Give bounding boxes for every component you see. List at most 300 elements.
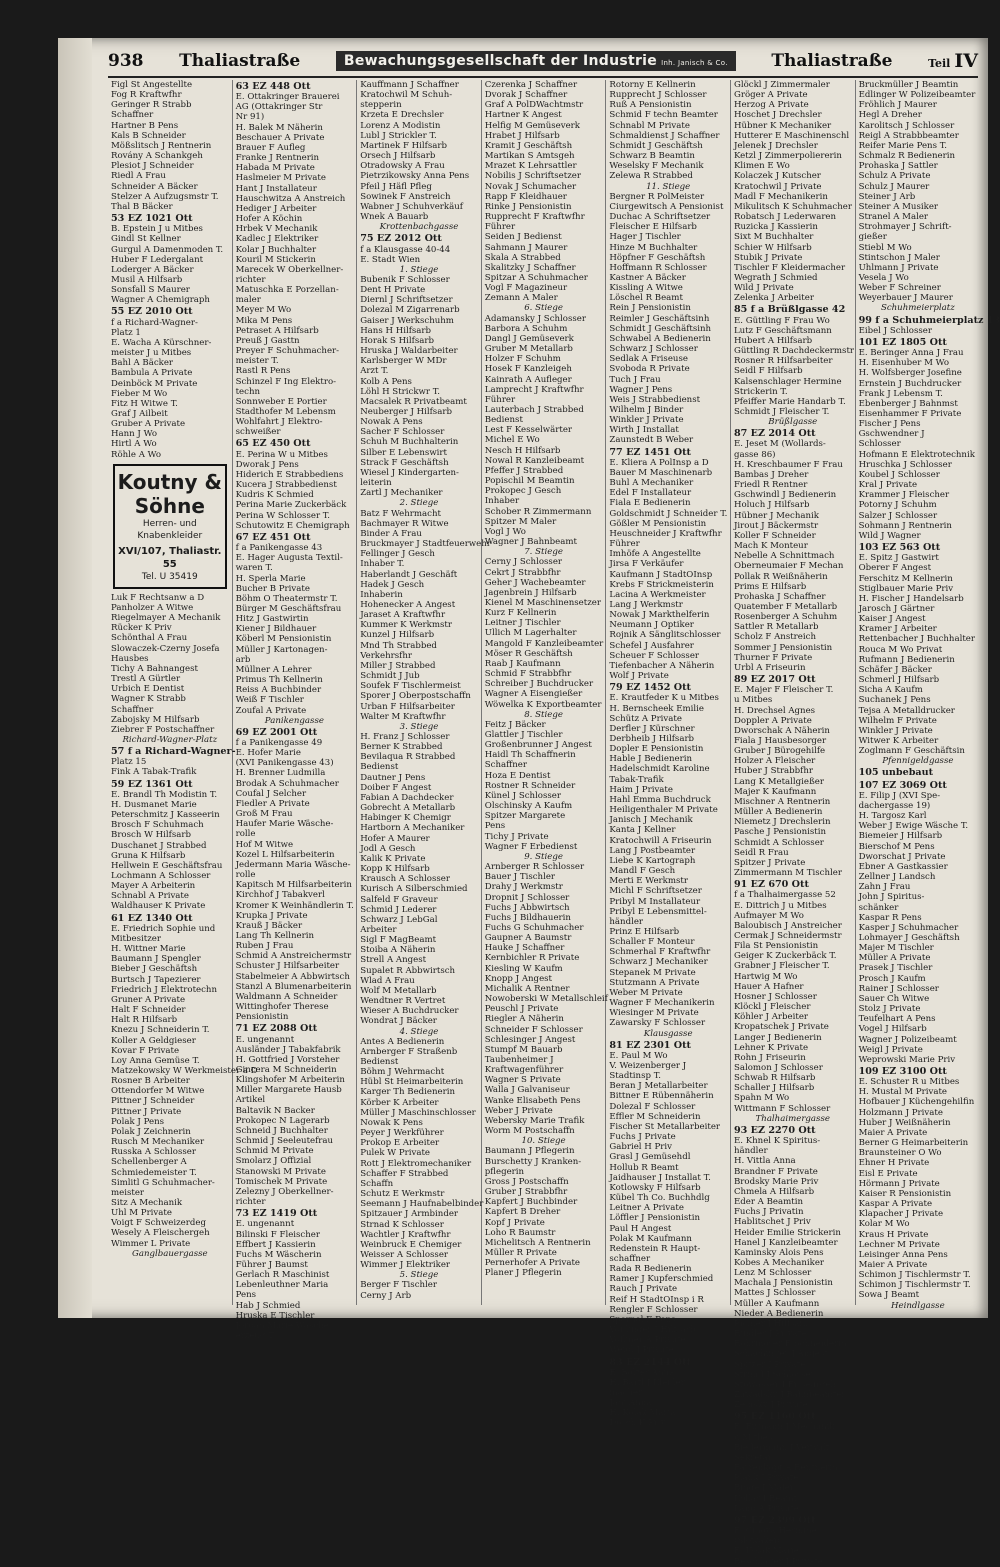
directory-entry: Smolarz J Offizial: [235, 1156, 312, 1167]
directory-entry: 85 f a Brüßlgasse 42: [733, 304, 846, 316]
directory-entry: Paul H Angest: [609, 1223, 672, 1234]
directory-entry: Jarosch J Gärtner: [858, 603, 935, 614]
directory-entry: Pfeil J Häfl Pfleg: [360, 181, 432, 192]
directory-entry: Ziebrer F Postschaffner: [111, 724, 215, 735]
directory-entry: H. Kreschbaumer F Frau: [733, 459, 843, 470]
directory-entry: Pribyl M Installateur: [609, 896, 701, 907]
directory-entry: Platz 1: [111, 327, 141, 338]
directory-entry: Kübel Th Co. Buchhdlg: [609, 1193, 710, 1204]
directory-entry: Huber F Ledergalant: [111, 254, 204, 265]
directory-entry: Wieser A Buchdrucker: [360, 1006, 459, 1017]
directory-entry: Strell A Angest: [360, 955, 427, 966]
directory-entry: rolle: [235, 870, 256, 881]
directory-entry: E. Paul M Wo: [609, 1050, 668, 1061]
directory-entry: Hauke J Schaffner: [484, 943, 565, 954]
directory-entry: Kapitsch M Hilfsarbeiterin: [235, 880, 352, 891]
directory-entry: Cekrt J Strabbfhr: [484, 567, 561, 578]
directory-entry: Wilhelm J Binder: [609, 405, 684, 415]
directory-entry: 93 EZ 2270 Ott: [733, 1124, 816, 1136]
column-7: [856, 80, 1000, 1311]
directory-entry: Svoboda R Private: [609, 364, 690, 375]
directory-entry: Pulek W Private: [360, 1148, 430, 1159]
directory-entry: 95 EZ 1160 Ott: [733, 1411, 816, 1423]
directory-entry: arb: [235, 654, 251, 665]
directory-entry: Strohmayer J Schrift-: [858, 222, 952, 233]
directory-entry: 105 unbebaut: [858, 767, 934, 779]
directory-entry: Braunsteiner O Wo: [858, 1148, 942, 1159]
directory-entry: Kratochwill A Friseurin: [609, 835, 712, 846]
directory-entry: Böhm J Wehrmacht: [360, 1067, 445, 1078]
directory-entry: Schuster J Hilfsarbeiter: [235, 961, 340, 972]
directory-entry: Majer K Kaufmann: [733, 786, 817, 797]
koutny-advertisement: [113, 464, 227, 589]
directory-entry: Kromer K Weinhändlerin T.: [235, 900, 354, 911]
directory-entry: Bedienst: [484, 415, 523, 426]
directory-entry: Glattler J Tischler: [484, 730, 563, 740]
directory-entry: Reif H StadtOInsp i R: [609, 1294, 704, 1305]
directory-entry: Hiderich E Strabbediens: [235, 469, 344, 480]
directory-entry: Schwarz J Mechaniker: [609, 957, 708, 968]
directory-entry: Maier A Private: [858, 1259, 928, 1270]
directory-entry: Wegrath J Schmied: [733, 272, 818, 283]
directory-entry: Schulz J Maurer: [858, 181, 930, 192]
directory-entry: Bauer M Maschinenarb: [609, 467, 713, 478]
directory-entry: Jirout J Bäckermstr: [733, 520, 819, 531]
directory-entry: Prokopec N Lagerarb: [235, 1115, 330, 1126]
directory-entry: H. Franz J Schlosser: [360, 732, 450, 742]
directory-entry: Mandl F Gesch: [609, 866, 676, 877]
directory-entry: Krzeta E Drechsler: [360, 110, 444, 121]
directory-entry: Popischil M Beamtin: [484, 476, 575, 487]
directory-entry: Sahmann J Maurer: [484, 242, 568, 253]
directory-entry: Dvorak J Schaffner: [484, 90, 568, 101]
directory-entry: Arnberger F Straßenb: [360, 1046, 458, 1057]
directory-entry: Jani Anna: [609, 1398, 652, 1409]
directory-entry: Zabojsky M Hilfsarb: [111, 714, 200, 725]
directory-entry: H. Bartl J Kleider-: [609, 1377, 688, 1388]
directory-entry: Schaffner: [111, 110, 154, 121]
directory-entry: Gross J Postschaffn: [484, 1176, 569, 1187]
directory-entry: Halt R Hilfsarb: [111, 1015, 178, 1026]
directory-entry: Kaspar A Private: [858, 1199, 933, 1210]
directory-entry: Rupprecht F Kraftwfhr: [484, 212, 585, 223]
directory-entry: 61 EZ 1340 Ott: [111, 912, 193, 924]
directory-entry: E. Firmann J Mechanik: [733, 1422, 835, 1433]
column-5: [606, 80, 731, 1429]
directory-entry: Bruckmayer J Stadtfeuerwehr: [360, 539, 491, 550]
directory-entry: Planer J Pflegerin: [484, 1268, 562, 1279]
directory-entry: Rosner B Arbeiter: [111, 1076, 190, 1087]
directory-entry: Musil A Hilfsarb: [111, 274, 183, 285]
directory-entry: Kunzel J Hilfsarb: [360, 630, 435, 641]
directory-entry: Schwarz J LebGal: [360, 914, 438, 925]
directory-entry: Barbora A Schuhm: [484, 323, 568, 334]
directory-entry: Arnberger R Schlosser: [484, 862, 585, 873]
directory-entry: Verkehrsfhr: [360, 650, 412, 661]
directory-entry: Doppler A Private: [733, 715, 812, 726]
directory-entry: Hübl St Heimarbeiterin: [360, 1077, 464, 1088]
directory-entry: Salomon J Schlosser: [733, 1063, 823, 1073]
directory-entry: Möser R Geschäftsh: [484, 648, 573, 659]
directory-entry: Kral J Private: [858, 480, 918, 491]
directory-entry: Heindlgasse: [891, 1300, 945, 1311]
directory-entry: Jedermann Maria Wäsche-: [235, 859, 351, 870]
directory-entry: Fitz H Witwe T.: [111, 398, 178, 409]
directory-entry: Jodl A Gesch: [360, 843, 416, 854]
directory-entry: Kirchhof J Tabakverl: [235, 890, 325, 901]
directory-entry: Hofbauer J Küchengehilfin: [858, 1097, 975, 1108]
directory-entry: Walla J Galvaniseur: [484, 1085, 570, 1096]
directory-entry: Kolar M Wo: [858, 1219, 910, 1230]
directory-entry: Holzmann J Private: [858, 1107, 943, 1118]
directory-entry: Wirth J Installat: [609, 425, 679, 436]
directory-entry: H. Balek M Näherin: [235, 122, 323, 133]
directory-entry: Mika M Pens: [235, 315, 293, 326]
directory-entry: Müller J Kartonagen-: [235, 644, 328, 655]
directory-entry: Holzer F Schuhm: [484, 354, 561, 365]
directory-entry: Binder A Frau: [360, 528, 422, 539]
directory-entry: Zemsky J Private: [733, 1400, 808, 1411]
directory-entry: 81 EZ 2301 Ott: [609, 1039, 691, 1051]
directory-entry: Baloubisch J Anstreicher: [733, 920, 842, 931]
directory-entry: H. Brenner Ludmilla: [235, 768, 326, 779]
directory-entry: Dworak J Pens: [235, 459, 299, 470]
directory-entry: Miller Margarete Hausb: [235, 1085, 342, 1096]
directory-entry: Hablitschet J Priv: [733, 1217, 811, 1228]
directory-entry: Prinz E Hilfsarb: [609, 926, 680, 937]
directory-entry: techn: [235, 386, 261, 397]
directory-entry: f a Thalhaimergasse 52: [733, 890, 836, 901]
directory-entry: Ausländer J Tabakfabrik: [235, 1044, 341, 1055]
directory-entry: 91 EZ 670 Ott: [733, 879, 809, 891]
directory-entry: Hauschwitza A Anstreich: [235, 193, 346, 204]
directory-entry: Hanel J Kanzleibeamter: [733, 1237, 838, 1248]
directory-entry: Polak J Pens: [111, 1116, 165, 1127]
directory-entry: Hegl A Dreher: [858, 110, 922, 121]
directory-entry: Stintschon J Maler: [858, 252, 940, 263]
directory-entry: Dropnit J Schlosser: [484, 892, 570, 903]
directory-entry: Graf J Ailbeit: [111, 409, 168, 419]
directory-entry: richter: [235, 1197, 266, 1208]
directory-entry: 65 EZ 450 Ott: [235, 438, 311, 450]
directory-entry: Riedl A Frau: [111, 171, 166, 182]
directory-entry: Ebenberger J Bahnmst: [858, 398, 958, 409]
directory-entry: E. ungenannt: [235, 1219, 295, 1230]
directory-entry: Wondrat J Bäcker: [360, 1016, 437, 1027]
directory-entry: Prohaska J Schaffner: [733, 591, 826, 602]
directory-entry: Weyerbauer J Maurer: [858, 293, 953, 304]
directory-entry: Bedienst: [360, 1057, 399, 1067]
directory-entry: Krauß J Bäcker: [235, 920, 303, 931]
directory-entry: Gruber J Bürogehilfe: [733, 746, 826, 757]
directory-entry: Thal B Bäcker: [111, 201, 173, 212]
directory-entry: 109 EZ 3100 Ott: [858, 1066, 947, 1077]
column-6: [731, 80, 856, 1567]
directory-entry: Fila St Pensionistin: [733, 941, 819, 952]
directory-entry: Schimon J Tischlermstr T.: [858, 1270, 971, 1281]
directory-entry: Hartner K Angest: [484, 110, 562, 121]
directory-entry: Wagner J Pens: [609, 384, 673, 395]
directory-entry: Weis J Strabbedienst: [609, 394, 701, 405]
directory-entry: Quatember F Metallarb: [733, 601, 838, 612]
directory-entry: Wagner K Strabb: [111, 694, 186, 705]
directory-entry: Hofer A Maurer: [360, 833, 430, 844]
directory-entry: Seidl F Hilfsarb: [733, 366, 803, 377]
directory-entry: Schlosser: [858, 439, 901, 450]
directory-entry: Schmid F Strabbfhr: [484, 669, 572, 680]
directory-entry: Stumpf M Bauarb: [484, 1044, 563, 1055]
directory-entry: Pfeffer J Strabbed: [484, 465, 564, 476]
directory-entry: Weiß F Tischler: [235, 695, 304, 706]
directory-entry: Stiglbauer Marie Priv: [858, 583, 954, 594]
directory-entry: Zahn J Frau: [858, 882, 911, 893]
directory-entry: 57 f a Richard-Wagner-: [111, 746, 236, 758]
directory-entry: E. Güttling F Frau Wo: [733, 315, 830, 326]
directory-entry: Strnad K Schlosser: [360, 1219, 444, 1230]
directory-entry: 59 EZ 1361 Ott: [111, 778, 193, 790]
directory-entry: Dopler E Pensionistin: [609, 744, 704, 755]
directory-entry: Hartwig M Wo: [733, 971, 798, 982]
directory-entry: 75 EZ 2012 Ott: [360, 233, 442, 245]
directory-entry: Weber M Private: [609, 987, 683, 998]
directory-entry: Mattes J Schlosser: [733, 1288, 816, 1299]
directory-entry: Maier A Private: [858, 1127, 928, 1138]
directory-entry: Primus Th Kellnerin: [235, 675, 323, 686]
directory-entry: Hörmann J Private: [858, 1178, 940, 1189]
directory-entry: Spernol E Pens: [609, 1314, 676, 1325]
directory-entry: Duchac A Schriftsetzer: [609, 212, 711, 223]
directory-entry: Witwer K Arbeiter: [858, 736, 939, 746]
directory-entry: 77 EZ 1451 Ott: [609, 446, 691, 458]
directory-entry: Führer J Baumst: [235, 1259, 308, 1270]
directory-entry: Tabak-Trafik: [609, 774, 664, 785]
directory-entry: Großenbrunner J Angest: [484, 740, 592, 751]
directory-entry: Rein J Pensionistin: [609, 303, 691, 314]
directory-entry: Baumann J Pflegerin: [484, 1146, 575, 1157]
directory-entry: Lauterbach J Strabbed: [484, 405, 584, 415]
directory-entry: Hoffmann R Schlosser: [609, 262, 707, 273]
directory-entry: 8. Stiege: [524, 709, 563, 720]
directory-entry: Weselsky F Mechanik: [609, 161, 704, 172]
directory-entry: Knopp J Angest: [484, 973, 553, 984]
directory-entry: 7. Stiege: [524, 547, 563, 558]
directory-entry: Rainer J Schlosser: [858, 983, 939, 994]
directory-entry: H. Kolak Maria: [609, 1408, 676, 1419]
directory-entry: Schnabl M Private: [609, 120, 690, 131]
directory-entry: Nowal R Kanzleibeamt: [484, 455, 585, 466]
directory-entry: Fuchs J Privatin: [733, 1207, 804, 1218]
directory-entry: Kramit J Geschäftsh: [484, 140, 573, 151]
directory-entry: meister J u Mitbes: [111, 348, 192, 359]
directory-entry: H. Sperla Marie: [235, 573, 306, 584]
directory-entry: Schmid F techn Beamter: [609, 110, 718, 121]
directory-entry: Grabner J Fleischer T.: [733, 961, 830, 972]
directory-entry: Lechner M Private: [858, 1239, 940, 1250]
directory-entry: Köberl M Pensionistin: [235, 634, 332, 645]
directory-entry: Lutz F Geschäftsmann: [733, 325, 832, 336]
directory-entry: Schneider A Bäcker: [111, 181, 198, 192]
directory-entry: Herzog A Private: [733, 100, 809, 111]
directory-entry: Rosenberger A Schuhm: [733, 612, 838, 623]
directory-entry: Hirtl A Wo: [111, 439, 157, 450]
directory-entry: Gschwindl J Bedienerin: [733, 490, 837, 501]
directory-entry: Seemann J Haufnabelbinder: [360, 1199, 484, 1210]
directory-entry: Kobes A Mechaniker: [733, 1257, 825, 1268]
directory-entry: Nowak A Pens: [360, 417, 423, 428]
directory-entry: Thurner F Private: [733, 652, 813, 663]
directory-entry: Lohmayer J Geschäftsh: [858, 932, 960, 943]
directory-entry: Karolitsch J Schlosser: [858, 120, 955, 131]
directory-entry: Schulz A Private: [858, 171, 931, 182]
directory-entry: H. Mustal M Private: [858, 1087, 948, 1098]
directory-entry: Spitzar A Schuhmacher: [484, 272, 588, 283]
directory-entry: Löffler J Pensionistin: [609, 1213, 700, 1224]
directory-entry: Dolezal F Schlosser: [609, 1101, 696, 1112]
directory-entry: Voigt F Schweizerdeg: [111, 1218, 206, 1229]
directory-entry: Taubenheimer J: [484, 1055, 554, 1065]
directory-entry: Leitner J Tischler: [484, 618, 561, 629]
directory-entry: Kummer K Werkmstr: [360, 620, 452, 631]
directory-entry: Vesela J Wo: [858, 272, 909, 283]
directory-entry: Lang A Private: [733, 1503, 799, 1514]
directory-entry: Berger F Tischler: [360, 1280, 437, 1291]
directory-entry: Hab J Schmied: [235, 1300, 301, 1311]
directory-entry: Geher J Wachebeamter: [484, 577, 586, 588]
directory-entry: Hruska E Tischler: [235, 1310, 315, 1321]
directory-entry: Niemetz J Drechslerin: [733, 817, 831, 828]
directory-entry: Kurz F Kellnerin: [484, 608, 557, 619]
directory-entry: Ullich M Lagerhalter: [484, 628, 577, 639]
directory-entry: Redenstein R Haupt-: [609, 1243, 701, 1254]
directory-entry: Gabriel H Priv: [609, 1142, 673, 1153]
directory-entry: Berner G Heimarbeiterin: [858, 1138, 969, 1149]
directory-entry: Röhle A Wo: [111, 449, 162, 460]
directory-entry: Jirsa F Verkäufer: [609, 559, 684, 570]
directory-entry: Hruschka J Schlosser: [858, 459, 952, 470]
directory-entry: Biemeier J Hilfsarb: [858, 831, 943, 842]
directory-entry: Bruckmüller J Beamtin: [858, 80, 959, 90]
directory-entry: Frank J Lebensm T.: [858, 388, 943, 399]
directory-entry: Cerny J Arb: [360, 1290, 412, 1301]
directory-entry: Winkler J Private: [609, 415, 684, 426]
directory-entry: schaffner: [609, 1253, 651, 1264]
directory-entry: Koller F Schneider: [733, 530, 816, 541]
directory-entry: Webersky Marie Trafik: [484, 1115, 585, 1126]
directory-entry: Kopf J Private: [484, 1217, 545, 1228]
directory-entry: Polak J Zeichnerin: [111, 1126, 191, 1137]
directory-entry: Pittner J Schneider: [111, 1096, 195, 1107]
directory-entry: Brodak A Schuhmacher: [235, 778, 339, 789]
directory-entry: E. Jeset M (Wollards-: [733, 439, 826, 450]
directory-entry: Prokop E Arbeiter: [360, 1138, 440, 1149]
directory-entry: Schmidt J Jub: [360, 671, 420, 682]
directory-entry: Hartborn A Mechaniker: [360, 823, 465, 834]
directory-entry: Madl F Mechanikerin: [733, 191, 828, 202]
directory-entry: Tichy A Bahnangest: [111, 663, 198, 674]
directory-entry: 103 EZ 563 Ott: [858, 542, 941, 554]
directory-entry: Bittner E Rübennäherin: [609, 1091, 714, 1102]
directory-entry: Weisser A Schlosser: [360, 1249, 449, 1260]
directory-entry: E. Hager Augusta Textil-: [235, 553, 343, 564]
directory-entry: Chmela A Hilfsarb: [733, 1186, 815, 1197]
directory-entry: Sonsfall S Maurer: [111, 285, 190, 296]
directory-entry: Dosch K Priv: [609, 1418, 666, 1429]
directory-entry: Mayer A Arbeiterin: [111, 881, 196, 892]
directory-entry: Lubl J Strickler T.: [360, 130, 437, 141]
directory-entry: Batz F Wehrmacht: [360, 508, 441, 519]
directory-entry: Schober R Zimmermann: [484, 506, 592, 517]
directory-entry: Stiebl M Wo: [858, 242, 912, 253]
directory-entry: Führer: [484, 222, 516, 233]
directory-entry: Strickerin T.: [733, 386, 788, 397]
directory-entry: Huber J Weißnäherin: [858, 1117, 951, 1128]
directory-entry: Beschauer A Private: [235, 132, 325, 143]
directory-entry: Farrenkopf A Rentnerin: [733, 1463, 838, 1474]
directory-entry: Wendtner R Vertret: [360, 996, 446, 1007]
directory-entry: Kapfert J Buchbinder: [484, 1197, 578, 1208]
directory-entry: Lochmann A Schlosser: [111, 871, 211, 881]
directory-entry: Wagner J Bahnbeamt: [484, 537, 577, 548]
directory-entry: Schuhmeierplatz: [880, 303, 955, 314]
directory-entry: Bubenik F Schlosser: [360, 274, 450, 285]
directory-entry: Kanta J Kellner: [609, 825, 676, 836]
directory-entry: Platz 15: [111, 757, 147, 768]
directory-entry: 2. Stiege: [399, 498, 439, 509]
directory-entry: Plesiot J Schneider: [111, 161, 194, 172]
directory-entry: Kraftwagenführer: [484, 1065, 564, 1076]
directory-entry: H. Dusmanet Marie: [111, 799, 197, 810]
directory-entry: Gruber A Private: [111, 419, 186, 430]
directory-entry: 67 EZ 451 Ott: [235, 531, 311, 543]
directory-entry: Schaffn: [360, 1178, 394, 1189]
directory-entry: Salzer J Schlosser: [858, 510, 938, 521]
directory-entry: Pens: [235, 1290, 257, 1301]
directory-entry: Kolb A Pens: [360, 376, 412, 387]
page-header: [108, 48, 978, 74]
part-label: Teil: [928, 57, 951, 70]
directory-entry: Kramer J Arbeiter: [858, 624, 937, 635]
directory-entry: Schmid J Seeleutefrau: [235, 1136, 334, 1147]
directory-entry: Bieber J Geschäftsh: [111, 964, 198, 975]
directory-entry: Tiefenbacher A Näherin: [609, 660, 715, 671]
directory-entry: Bachmayer R Witwe: [360, 518, 449, 529]
directory-entry: rolle: [235, 829, 256, 840]
directory-entry: Dworschak A Näherin: [733, 725, 830, 736]
directory-entry: Ruben J Frau: [235, 941, 294, 952]
directory-entry: Schwarz J Schlosser: [609, 344, 698, 355]
directory-entry: 87 EZ 2014 Ott: [733, 428, 816, 440]
directory-entry: Baumann J Spengler: [111, 954, 201, 965]
directory-entry: Michalik A Rentner: [484, 983, 570, 994]
directory-entry: Kernbichler R Private: [484, 953, 580, 964]
directory-entry: Hauer A Hafner: [733, 981, 804, 992]
ad-title: Koutny & Söhne: [117, 469, 222, 518]
directory-entry: 99 f a Schuhmeierplatz 13: [858, 314, 1000, 326]
directory-entry: Rosner R Hilfsarbeiter: [733, 356, 833, 367]
directory-entry: Worm M Postschaffn: [484, 1126, 575, 1137]
directory-entry: Nobilis J Schriftsetzer: [484, 171, 581, 182]
directory-entry: Nebelle A Schnittmach: [733, 551, 835, 562]
directory-entry: Krausch A Schlosser: [360, 874, 450, 885]
directory-entry: Langer J Bedienerin: [733, 1032, 822, 1043]
directory-entry: 89 EZ 2017 Ott: [733, 674, 816, 686]
directory-entry: Feitz J Bäcker: [484, 719, 546, 730]
directory-entry: Kiener J Bildhauer: [235, 624, 317, 635]
directory-entry: Preuß J Gasttn: [235, 335, 300, 346]
directory-entry: Geiger K Zuckerbäck T.: [733, 951, 837, 962]
directory-entry: E. Hofer Marie: [235, 748, 301, 759]
directory-entry: Zelezny J Oberkellner-: [235, 1186, 334, 1197]
